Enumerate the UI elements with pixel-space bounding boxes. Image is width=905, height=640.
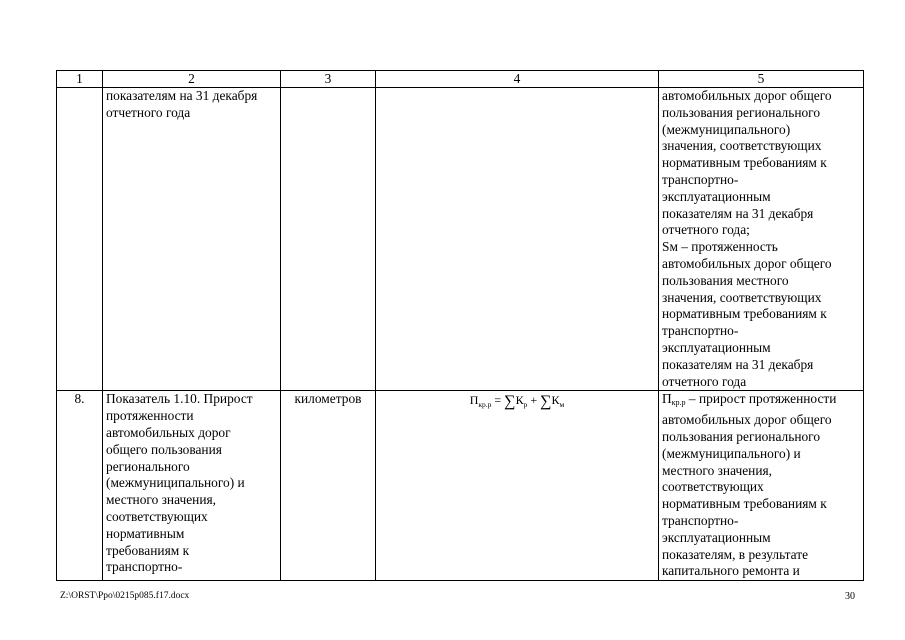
row2-unit-cell: километров	[281, 391, 376, 581]
formula-term2: К	[551, 393, 560, 408]
row2-description-cell	[659, 391, 864, 581]
formula-term2-sub: м	[559, 400, 565, 410]
formula-lhs-sub: кр.р	[478, 400, 492, 410]
row2-indicator-cell: Показатель 1.10. Прирост протяженности автомобильных дорог общего пользования регионального (межмуниципального) и местного значения, соответствующих нормативным требованиям к транспортно-	[103, 391, 281, 581]
footer-page-number: 30	[845, 591, 855, 602]
row1-unit-cell	[281, 88, 376, 391]
header-col-3: 3	[281, 71, 376, 88]
formula-term1: К	[515, 393, 524, 408]
row1-number-cell	[57, 88, 103, 391]
formula-plus: +	[530, 393, 538, 408]
row1-indicator-cell: показателям на 31 декабря отчетного года	[103, 88, 281, 391]
row2-description-text: – прирост протяженности автомобильных дорог общего пользования регионального (межмуниципального) и местного значения, соответствующих нормативным требованиям к транспортно- эксплуатационным показателям, в результате капитального ремонта и	[662, 391, 837, 579]
header-col-4: 4	[376, 71, 659, 88]
table-row	[57, 88, 864, 391]
table-row	[57, 391, 864, 581]
sum-icon: ∑	[540, 393, 552, 411]
sum-icon: ∑	[504, 393, 516, 411]
formula-lhs: П	[469, 393, 479, 408]
table-header-row	[57, 71, 864, 88]
row2-description-symbol: П	[662, 391, 672, 407]
row2-description-symbol-sub: кр.р	[671, 398, 686, 408]
formula-term1-sub: р	[523, 400, 528, 410]
header-col-5: 5	[659, 71, 864, 88]
row2-formula-cell	[376, 391, 659, 581]
document-table	[56, 70, 864, 581]
row2-number-cell: 8.	[57, 391, 103, 581]
footer-file-path: Z:\ORST\Ppo\0215p085.f17.docx	[60, 591, 190, 601]
header-col-2: 2	[103, 71, 281, 88]
header-col-1: 1	[57, 71, 103, 88]
row1-formula-cell	[376, 88, 659, 391]
formula-equals: =	[494, 393, 502, 408]
formula	[379, 392, 655, 414]
row1-description-cell: автомобильных дорог общего пользования регионального (межмуниципального) значения, соответствующих нормативным требованиям к транспортно- эксплуатационным показателям на 31 декабря отчетного года; Sм – протяженность автомобильных дорог общего пользования местного значения, соответствующих нормативным требованиям к транспортно- эксплуатационным показателям на 31 декабря отчетного года	[659, 88, 864, 391]
